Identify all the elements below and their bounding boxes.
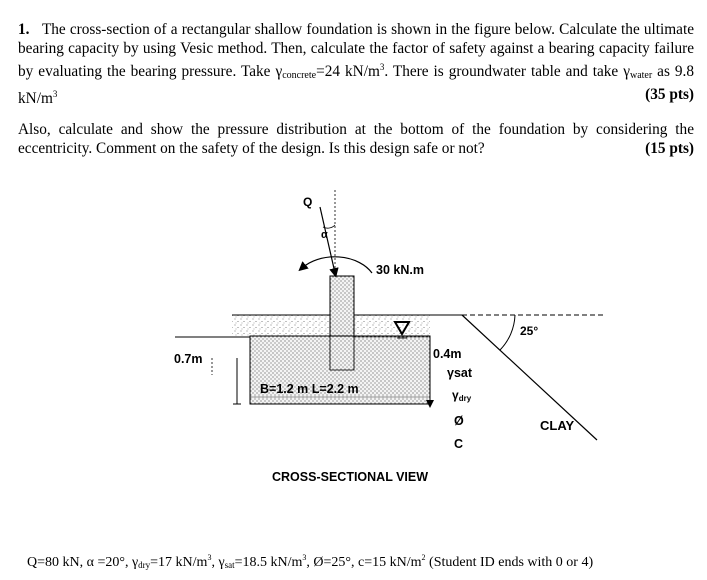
unit-superscript: 3: [52, 89, 58, 99]
gamma-symbol: γ: [218, 555, 225, 570]
question-block: [18, 20, 694, 158]
angle-label: α: [321, 229, 328, 241]
given-gamma-sat: =18.5 kN/m: [234, 555, 303, 570]
phi-label: Ø: [454, 414, 464, 428]
cross-section-diagram: [0, 180, 707, 520]
gamma-sat-label: γsat: [447, 366, 473, 380]
gamma-concrete-value: =24 kN/m: [316, 63, 380, 80]
given-gamma-dry: =17 kN/m: [150, 555, 208, 570]
diagram-caption: CROSS-SECTIONAL VIEW: [272, 470, 429, 484]
question-text-1: The cross-section of a rectangular shallow foundation is shown in the figure below. Calculate the ultimate bearing capacity by using Vesic method. Then, calculate the factor of safety against a bearing capacity failure by evaluating the bearing pressure. Take: [18, 21, 695, 80]
cohesion-label: C: [454, 437, 464, 451]
given-phi-c: , Ø=25°, c=15 kN/m: [306, 555, 422, 570]
unit-superscript: 3: [207, 553, 212, 562]
moment-arrow: [302, 257, 372, 273]
moment-label: 30 kN.m: [376, 263, 424, 277]
gamma-dry-label: [452, 388, 472, 403]
sat-subscript: sat: [224, 560, 235, 570]
gamma-dry-subscript: dry: [458, 394, 472, 403]
given-values: [27, 553, 593, 571]
given-q-alpha: Q=80 kN, α =20°,: [27, 555, 132, 570]
points-label-1: (35 pts): [645, 86, 694, 103]
question-paragraph-2: [18, 120, 694, 158]
unit-superscript: 3: [302, 553, 307, 562]
gamma-dry-symbol: γ: [452, 388, 459, 402]
gamma-concrete-subscript: concrete: [282, 70, 317, 81]
unit-superscript: 3: [379, 62, 385, 72]
clay-label: CLAY: [540, 418, 575, 433]
dry-subscript: dry: [138, 560, 151, 570]
student-id-note: (Student ID ends with 0 or 4): [425, 555, 594, 570]
load-label: Q: [303, 195, 313, 209]
question-text-3: Also, calculate and show the pressure distribution at the bottom of the foundation by considering the eccentricity. Comment on the safety of the design. Is this design safe or not?: [18, 121, 694, 157]
gamma-symbol: γ: [275, 63, 283, 80]
gamma-water-subscript: water: [629, 70, 653, 81]
slope-angle-label: 25°: [520, 324, 539, 338]
question-paragraph-1: [18, 20, 694, 108]
question-number: 1.: [18, 21, 30, 38]
points-label-2: (15 pts): [645, 140, 694, 157]
separator: ,: [211, 555, 219, 570]
gamma-symbol: γ: [623, 63, 630, 80]
slope-angle-arc: [500, 315, 515, 350]
dimensions-label: B=1.2 m L=2.2 m: [260, 382, 359, 396]
question-text-2: . There is groundwater table and take: [384, 63, 624, 80]
unit-superscript: 2: [421, 553, 426, 562]
gw-depth-label: 0.4m: [433, 347, 462, 361]
gamma-water-value: as 9.8 kN/m: [18, 63, 695, 107]
gamma-symbol: γ: [131, 555, 139, 570]
footing-column: [330, 276, 354, 336]
depth-label: 0.7m: [174, 352, 203, 366]
